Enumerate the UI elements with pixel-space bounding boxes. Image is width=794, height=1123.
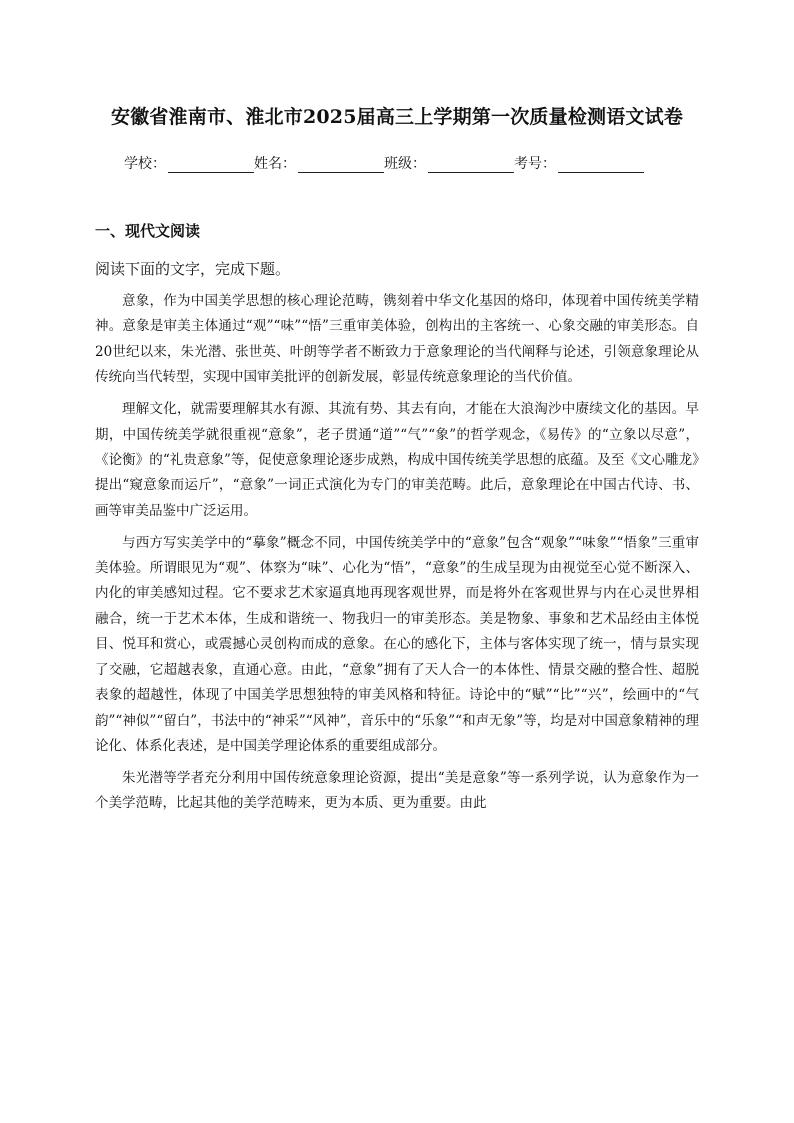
class-field xyxy=(384,153,514,173)
exam-number-field xyxy=(514,153,644,173)
reading-instruction: 阅读下面的文字，完成下题。 xyxy=(95,260,291,278)
passage-paragraph: 理解文化，就需要理解其水有源、其流有势、其去有向，才能在大浪淘沙中赓续文化的基因。早期，中国传统美学就很重视“意象”，老子贯通“道”“气”“象”的哲学观念，《易传》的“立象以尽意”，《论衡》的“礼贵意象”等，促使意象理论逐步成熟，构成中国传统美学思想的底蕴。及至《文心雕龙》提出“窥意象而运斤”，“意象”一词正式演化为专门的审美范畴。此后，意象理论在中国古代诗、书、画等审美品鉴中广泛运用。 xyxy=(95,401,699,519)
class-label: 班级： xyxy=(384,156,426,172)
document-title: 安徽省淮南市、淮北市2025届高三上学期第一次质量检测语文试卷 xyxy=(110,106,684,128)
student-info-row xyxy=(124,153,644,173)
passage-paragraph: 与西方写实美学中的“摹象”概念不同，中国传统美学中的“意象”包含“观象”“味象”“悟象”三重审美体验。所谓眼见为“观”、体察为“味”、心化为“悟”，“意象”的生成呈现为由视觉至心觉不断深入、内化的审美感知过程。它不要求艺术家逼真地再现客观世界，而是将外在客观世界与内在心灵世界相融合，统一于艺术本体，生成和谐统一、物我归一的审美形态。美是物象、事象和艺术品经由主体悦目、悦耳和赏心，或震撼心灵创构而成的意象。在心的感化下，主体与客体实现了统一，情与景实现了交融，它超越表象，直通心意。由此，“意象”拥有了天人合一的本体性、情景交融的整合性、超脱表象的超越性，体现了中国美学思想独特的审美风格和特征。诗论中的“赋”“比”“兴”，绘画中的“气韵”“神似”“留白”，书法中的“神采”“风神”，音乐中的“乐象”“和声无象”等，均是对中国意象精神的理论化、体系化表述，是中国美学理论体系的重要组成部分。 xyxy=(95,534,699,754)
school-blank xyxy=(168,156,254,173)
class-blank xyxy=(428,156,514,173)
passage-paragraph: 意象，作为中国美学思想的核心理论范畴，镌刻着中华文化基因的烙印，体现着中国传统美学精神。意象是审美主体通过“观”“味”“悟”三重审美体验，创构出的主客统一、心象交融的审美形态。自20世纪以来，朱光潜、张世英、叶朗等学者不断致力于意象理论的当代阐释与论述，引领意象理论从传统向当代转型，实现中国审美批评的创新发展，彰显传统意象理论的当代价值。 xyxy=(95,293,699,386)
passage-paragraph: 朱光潜等学者充分利用中国传统意象理论资源，提出“美是意象”等一系列学说，认为意象作为一个美学范畴，比起其他的美学范畴来，更为本质、更为重要。由此 xyxy=(95,769,699,812)
exam-number-blank xyxy=(558,156,644,173)
name-label: 姓名： xyxy=(254,156,296,172)
name-field xyxy=(254,153,384,173)
school-field xyxy=(124,153,254,173)
school-label: 学校： xyxy=(124,156,166,172)
reading-passage xyxy=(95,289,699,823)
exam-number-label: 考号： xyxy=(514,156,556,172)
name-blank xyxy=(298,156,384,173)
section-heading: 一、现代文阅读 xyxy=(95,222,201,240)
